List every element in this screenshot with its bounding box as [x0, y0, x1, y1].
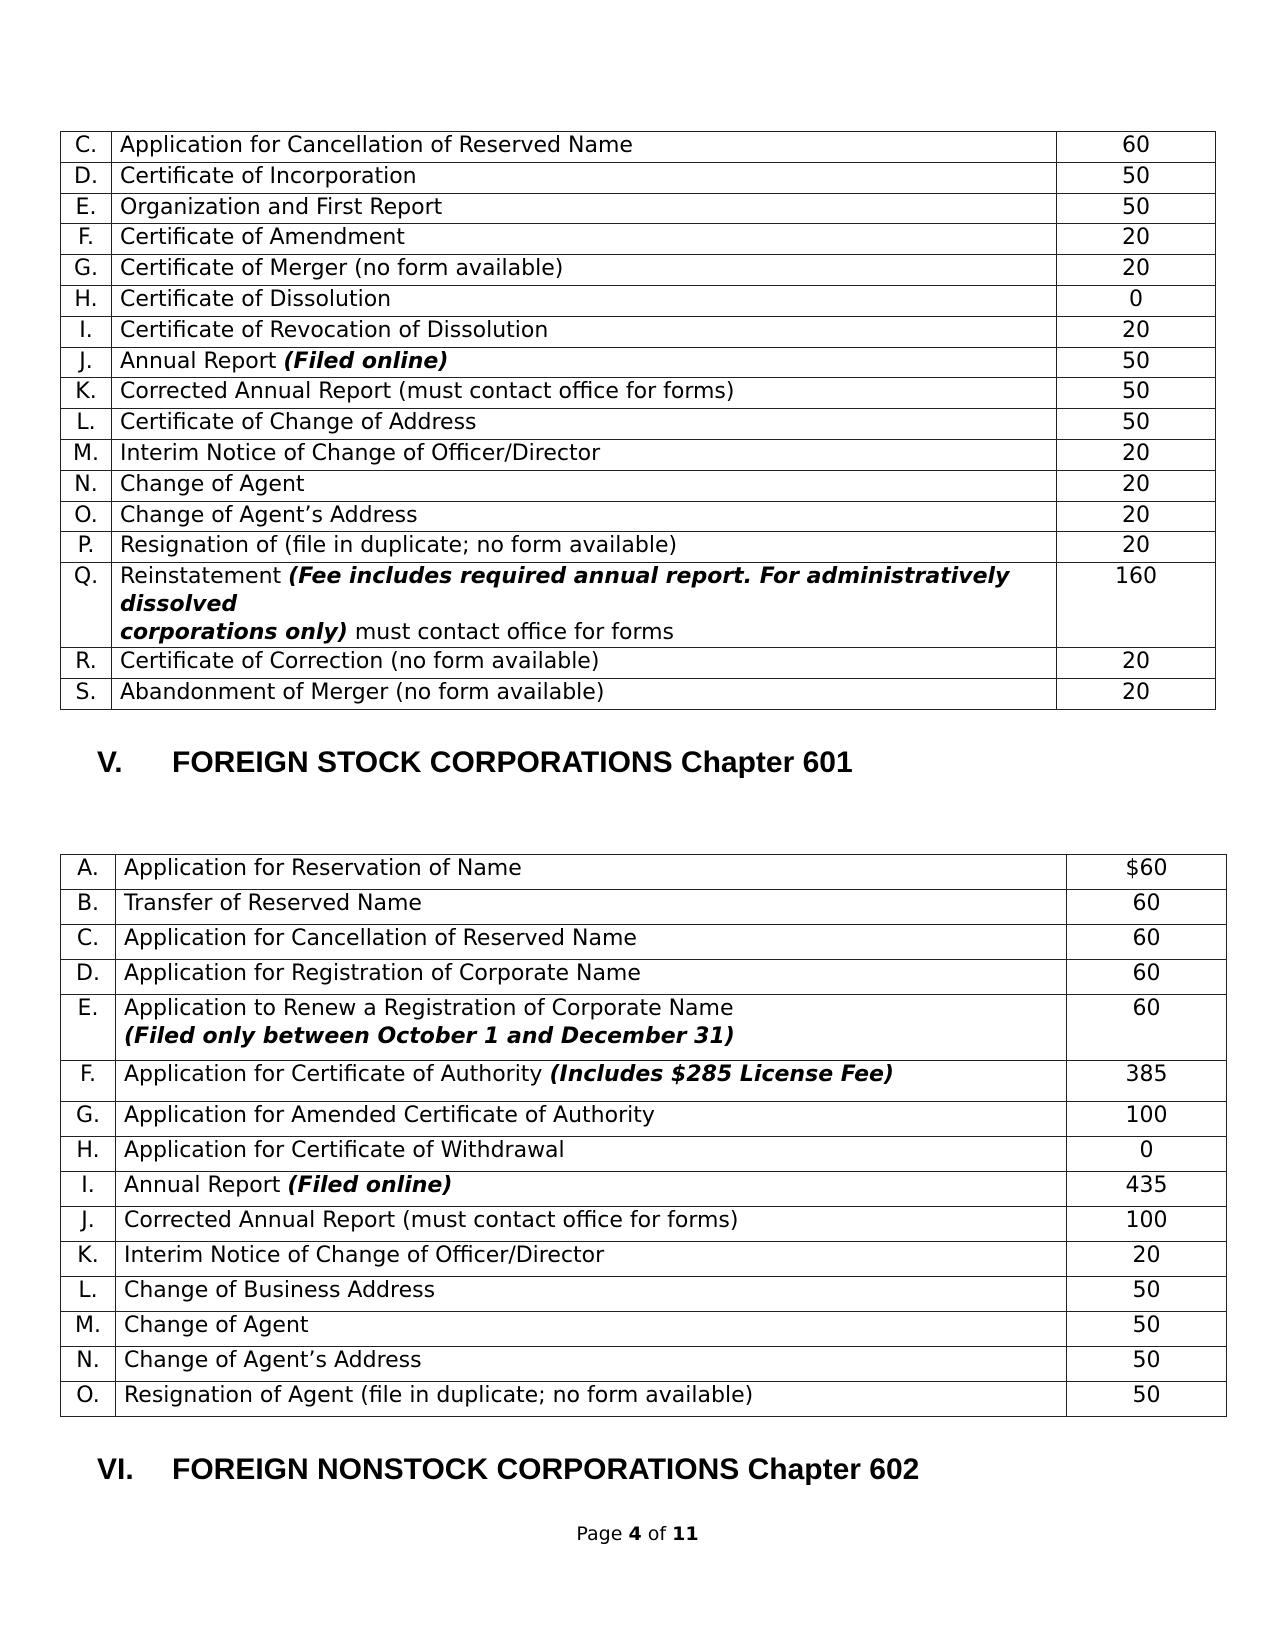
row-letter: L. [61, 1277, 116, 1312]
row-description-text: Application to Renew a Registration of Corporate Name [124, 996, 734, 1021]
section-title: FOREIGN STOCK CORPORATIONS Chapter 601 [172, 746, 853, 779]
table-row [61, 378, 1216, 409]
table-row [61, 470, 1216, 501]
row-letter: O. [61, 1382, 116, 1417]
row-description-text: Reinstatement [120, 564, 289, 590]
row-fee: 60 [1067, 995, 1227, 1061]
row-letter: K. [61, 378, 112, 409]
table-row [61, 678, 1216, 709]
row-fee: 50 [1067, 1312, 1227, 1347]
row-description [116, 1172, 1067, 1207]
row-letter: C. [61, 132, 112, 163]
row-letter: E. [61, 995, 116, 1061]
row-note: (Filed online) [287, 1173, 453, 1198]
table-row [61, 1312, 1227, 1347]
table-row [61, 132, 1216, 163]
row-description-text: Annual Report [120, 348, 284, 374]
row-description: Certificate of Dissolution [112, 285, 1057, 316]
row-description: Certificate of Revocation of Dissolution [112, 316, 1057, 347]
row-description: Change of Business Address [116, 1277, 1067, 1312]
row-description: Application for Certificate of Withdrawal [116, 1137, 1067, 1172]
row-letter: I. [61, 1172, 116, 1207]
row-fee: 60 [1067, 890, 1227, 925]
row-description: Certificate of Merger (no form available) [112, 255, 1057, 286]
row-letter: I. [61, 316, 112, 347]
table-row [61, 224, 1216, 255]
row-description: Change of Agent’s Address [112, 501, 1057, 532]
row-fee: 20 [1057, 439, 1216, 470]
row-letter: E. [61, 193, 112, 224]
table-row [61, 439, 1216, 470]
row-letter: G. [61, 1102, 116, 1137]
row-fee: 60 [1057, 132, 1216, 163]
row-letter: R. [61, 648, 112, 679]
fee-table-foreign-stock [60, 854, 1227, 1417]
row-fee: 20 [1057, 678, 1216, 709]
table-row [61, 960, 1227, 995]
row-letter: H. [61, 285, 112, 316]
row-fee: 20 [1057, 470, 1216, 501]
row-letter: J. [61, 1207, 116, 1242]
row-fee: 20 [1057, 648, 1216, 679]
row-fee: 20 [1057, 224, 1216, 255]
row-note: (Fee includes required annual report. For administratively dissolved [120, 564, 1010, 618]
row-letter: A. [61, 855, 116, 890]
row-description: Application for Reservation of Name [116, 855, 1067, 890]
row-description: Transfer of Reserved Name [116, 890, 1067, 925]
row-description: Application for Cancellation of Reserved Name [112, 132, 1057, 163]
table-row [61, 648, 1216, 679]
row-description [116, 1061, 1067, 1102]
row-fee: 50 [1057, 347, 1216, 378]
table-row [61, 1207, 1227, 1242]
table-row [61, 1102, 1227, 1137]
row-description: Change of Agent [116, 1312, 1067, 1347]
row-description-text: Annual Report [124, 1173, 288, 1198]
table-row [61, 285, 1216, 316]
table-row [61, 1137, 1227, 1172]
row-description: Resignation of Agent (file in duplicate; no form available) [116, 1382, 1067, 1417]
table-row [61, 1382, 1227, 1417]
row-letter: J. [61, 347, 112, 378]
table-row [61, 563, 1216, 648]
table-row [61, 1277, 1227, 1312]
table-row [61, 255, 1216, 286]
row-fee: 160 [1057, 563, 1216, 648]
row-letter: P. [61, 532, 112, 563]
row-note: (Filed online) [283, 348, 449, 374]
row-fee: 0 [1067, 1137, 1227, 1172]
row-letter: K. [61, 1242, 116, 1277]
row-description: Certificate of Correction (no form available) [112, 648, 1057, 679]
row-description: Application for Registration of Corporate Name [116, 960, 1067, 995]
row-description: Application for Cancellation of Reserved Name [116, 925, 1067, 960]
row-letter: M. [61, 1312, 116, 1347]
row-letter: O. [61, 501, 112, 532]
row-letter: D. [61, 960, 116, 995]
table-row [61, 1061, 1227, 1102]
row-letter: N. [61, 470, 112, 501]
row-description [112, 347, 1057, 378]
row-fee: 435 [1067, 1172, 1227, 1207]
row-letter: S. [61, 678, 112, 709]
row-fee: 50 [1057, 193, 1216, 224]
row-fee: 100 [1067, 1102, 1227, 1137]
page-of: of [641, 1523, 673, 1545]
row-description: Resignation of (file in duplicate; no form available) [112, 532, 1057, 563]
table-row [61, 193, 1216, 224]
row-fee: 50 [1057, 378, 1216, 409]
row-description: Certificate of Incorporation [112, 162, 1057, 193]
row-description: Change of Agent [112, 470, 1057, 501]
row-letter: L. [61, 409, 112, 440]
row-letter: F. [61, 224, 112, 255]
row-letter: M. [61, 439, 112, 470]
row-description: Interim Notice of Change of Officer/Director [116, 1242, 1067, 1277]
page-number [0, 1523, 1275, 1545]
row-description: Organization and First Report [112, 193, 1057, 224]
row-fee: 50 [1067, 1347, 1227, 1382]
row-letter: G. [61, 255, 112, 286]
row-fee: 50 [1057, 162, 1216, 193]
row-fee: 20 [1057, 501, 1216, 532]
row-letter: D. [61, 162, 112, 193]
table-row [61, 532, 1216, 563]
table-row [61, 316, 1216, 347]
row-fee: 20 [1057, 255, 1216, 286]
row-description: Certificate of Amendment [112, 224, 1057, 255]
row-fee: 50 [1057, 409, 1216, 440]
table-row [61, 1172, 1227, 1207]
row-fee: 0 [1057, 285, 1216, 316]
row-description: Corrected Annual Report (must contact office for forms) [116, 1207, 1067, 1242]
section-title: FOREIGN NONSTOCK CORPORATIONS Chapter 602 [172, 1453, 920, 1486]
row-fee: $60 [1067, 855, 1227, 890]
table-row [61, 1242, 1227, 1277]
row-description: Abandonment of Merger (no form available) [112, 678, 1057, 709]
row-fee: 50 [1067, 1277, 1227, 1312]
row-fee: 50 [1067, 1382, 1227, 1417]
section-number: VI. [97, 1453, 134, 1486]
section-number: V. [97, 746, 123, 779]
row-letter: C. [61, 925, 116, 960]
row-fee: 60 [1067, 925, 1227, 960]
table-row [61, 925, 1227, 960]
row-note-continued: corporations only) [120, 620, 348, 646]
row-fee: 100 [1067, 1207, 1227, 1242]
section-heading-foreign-nonstock [97, 1453, 919, 1487]
row-fee: 60 [1067, 960, 1227, 995]
fee-table-nonstock [60, 131, 1216, 710]
row-note: (Includes $285 License Fee) [549, 1062, 894, 1087]
row-letter: N. [61, 1347, 116, 1382]
row-letter: Q. [61, 563, 112, 648]
row-description [112, 563, 1057, 648]
row-fee: 20 [1057, 532, 1216, 563]
page-total: 11 [672, 1523, 699, 1545]
table-row [61, 1347, 1227, 1382]
row-letter: H. [61, 1137, 116, 1172]
table-row [61, 890, 1227, 925]
row-fee: 385 [1067, 1061, 1227, 1102]
row-fee: 20 [1057, 316, 1216, 347]
row-letter: B. [61, 890, 116, 925]
table-row [61, 855, 1227, 890]
section-heading-foreign-stock [97, 746, 853, 780]
row-description: Interim Notice of Change of Officer/Director [112, 439, 1057, 470]
row-description [116, 995, 1067, 1061]
page-label: Page [576, 1523, 629, 1545]
row-fee: 20 [1067, 1242, 1227, 1277]
row-description: Application for Amended Certificate of Authority [116, 1102, 1067, 1137]
row-description: Certificate of Change of Address [112, 409, 1057, 440]
row-description: Change of Agent’s Address [116, 1347, 1067, 1382]
page-current: 4 [628, 1523, 642, 1545]
row-description: Corrected Annual Report (must contact office for forms) [112, 378, 1057, 409]
table-row [61, 162, 1216, 193]
row-note: (Filed only between October 1 and December 31) [124, 1024, 735, 1049]
row-description-continued: must contact office for forms [347, 620, 674, 646]
table-row [61, 347, 1216, 378]
table-row [61, 409, 1216, 440]
row-letter: F. [61, 1061, 116, 1102]
table-row [61, 995, 1227, 1061]
table-row [61, 501, 1216, 532]
row-description-text: Application for Certificate of Authority [124, 1062, 550, 1087]
